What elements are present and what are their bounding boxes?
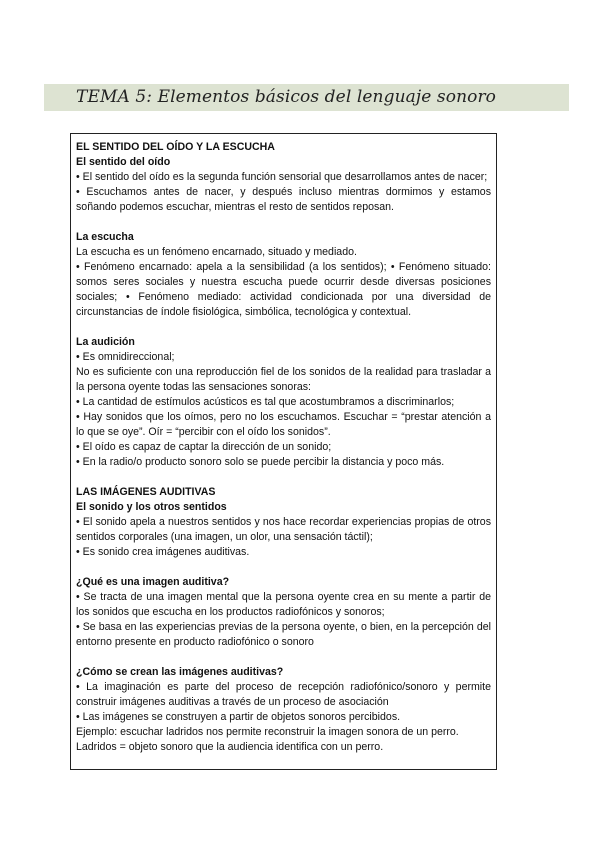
paragraph: • El oído es capaz de captar la dirección de un sonido; [76,441,332,453]
paragraph: • Es sonido crea imágenes auditivas. [76,546,250,558]
paragraph: • Hay sonidos que los oímos, pero no los escuchamos. Escuchar = “prestar atención a lo que se oye”. Oír = “percibir con el oído los sonidos”. [76,411,491,438]
paragraph: • Las imágenes se construyen a partir de objetos sonoros percibidos. [76,711,401,723]
paragraph: • Fenómeno encarnado: apela a la sensibilidad (a los sentidos); • Fenómeno situado: somos seres sociales y nuestra escucha puede ocurrir desde diversas posiciones sociales; • Fenómeno mediado: actividad condicionada por una diversidad de circunstancias de índole fisiológica, simbólica, tecnológica y contextual. [76,261,491,318]
paragraph: • En la radio/o producto sonoro solo se puede percibir la distancia y poco más. [76,456,445,468]
paragraph: • Escuchamos antes de nacer, y después incluso mientras dormimos y estamos soñando podemos escuchar, mientras el resto de sentidos reposan. [76,186,491,213]
section-heading-imagenes: LAS IMÁGENES AUDITIVAS [76,486,216,498]
paragraph: • Se tracta de una imagen mental que la persona oyente crea en su mente a partir de los sonidos que escucha en los productos radiofónicos y sonoros; [76,591,491,618]
title-banner [44,84,569,111]
paragraph: • La cantidad de estímulos acústicos es tal que acostumbramos a discriminarlos; [76,396,455,408]
subheading-audicion: La audición [76,336,135,348]
paragraph: La escucha es un fenómeno encarnado, situado y mediado. [76,246,357,258]
paragraph: Ejemplo: escuchar ladridos nos permite reconstruir la imagen sonora de un perro. [76,726,459,738]
subheading-que-es-imagen: ¿Qué es una imagen auditiva? [76,576,230,588]
subheading-escucha: La escucha [76,231,134,243]
paragraph: • Es omnidireccional; [76,351,175,363]
paragraph: No es suficiente con una reproducción fiel de los sonidos de la realidad para trasladar a la persona oyente todas las sensaciones sonoras: [76,366,491,393]
spacer [76,650,491,665]
section-heading-sentido: EL SENTIDO DEL OÍDO Y LA ESCUCHA [76,141,275,153]
subheading-como-se-crean: ¿Cómo se crean las imágenes auditivas? [76,666,284,678]
spacer [76,470,491,485]
content-box [70,133,497,770]
subheading-sentido-oido: El sentido del oído [76,156,171,168]
paragraph: • Se basa en las experiencias previas de la persona oyente, o bien, en la percepción del entorno presente en producto radiofónico o sonoro [76,621,491,648]
paragraph: • La imaginación es parte del proceso de recepción radiofónico/sonoro y permite construir imágenes auditivas a través de un proceso de asociación [76,681,491,708]
paragraph: • El sentido del oído es la segunda función sensorial que desarrollamos antes de nacer; [76,171,488,183]
spacer [76,560,491,575]
paragraph: Ladridos = objeto sonoro que la audiencia identifica con un perro. [76,741,384,753]
spacer [76,320,491,335]
page-title: TEMA 5: Elementos básicos del lenguaje sonoro [76,87,497,107]
subheading-sonido-sentidos: El sonido y los otros sentidos [76,501,227,513]
paragraph: • El sonido apela a nuestros sentidos y nos hace recordar experiencias propias de otros sentidos corporales (una imagen, un olor, una sensación táctil); [76,516,491,543]
spacer [76,215,491,230]
